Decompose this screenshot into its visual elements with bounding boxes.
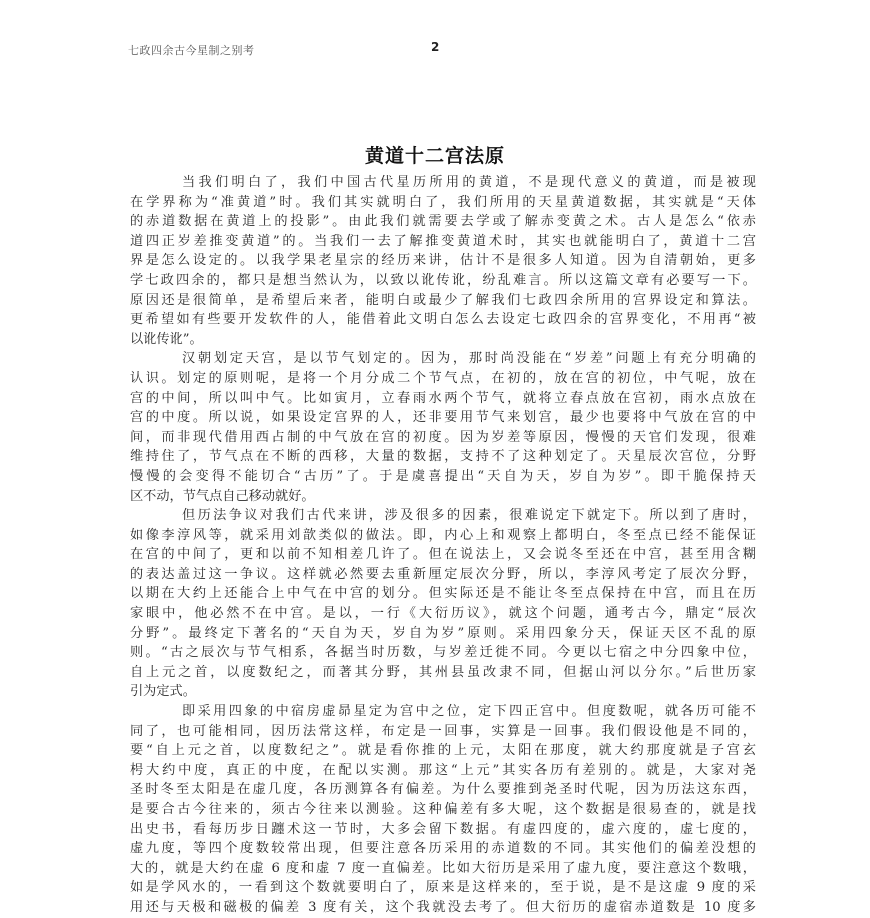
- text-line: 的表达盖过这一争议。这样就必然要去重新厘定辰次分野，所以，李淳风考定了辰次分野，: [130, 566, 756, 582]
- text-line: 间，而非现代借用西占制的中气放在宫的初度。因为岁差等原因，慢慢的天官们发现，很难: [130, 429, 756, 445]
- text-line: 引为定式。: [130, 684, 196, 700]
- text-line: 但历法争议对我们古代来讲，涉及很多的因素，很难说定下就定下。所以到了唐时，: [182, 508, 756, 524]
- text-line: 认识。划定的原则呢，是将一个月分成二个节气点，在初的，放在宫的初位，中气呢，放在: [130, 370, 756, 386]
- text-line: 在宫的中间了，更和以前不知相差几许了。但在说法上，又会说冬至还在中宫，甚至用含糊: [130, 547, 756, 563]
- text-line: 宫的中间，所以叫中气。比如寅月，立春雨水两个节气，就将立春点放在宫初，雨水点放在: [130, 390, 756, 406]
- text-line: 以讹传讹”。: [130, 331, 203, 347]
- running-header-title: 七政四余古今星制之别考: [128, 44, 255, 57]
- text-line: 要“自上元之首，以度数纪之”。就是看你推的上元，太阳在那度，就大约那度就是子宫玄: [130, 743, 756, 759]
- text-line: 虚九度，等四个度数较常出现，但要注意各历采用的赤道数的不同。其实他们的偏差没想的: [130, 841, 756, 857]
- text-line: 自上元之首，以度数纪之，而著其分野，其州县虽改隶不同，但据山河以分尔。”后世历家: [130, 664, 756, 680]
- text-line: 的赤道数据在黄道上的投影”。由此我们就需要去学或了解赤变黄之术。古人是怎么“依赤: [130, 214, 756, 230]
- body-text: [130, 173, 756, 918]
- text-line: 慢慢的会变得不能切合“古历”了。于是虞喜提出“天自为天，岁自为岁”。即干脆保持天: [130, 468, 756, 484]
- text-line: 宫的中度。所以说，如果设定宫界的人，还非要用节气来划宫，最少也要将中气放在宫的中: [130, 410, 756, 426]
- text-line: 如是学风水的，一看到这个数就要明白了，原来是这样来的，至于说，是不是这虚 9 度的采: [130, 880, 756, 896]
- text-line: 原因还是很简单，是希望后来者，能明白或最少了解我们七政四余所用的宫界设定和算法。: [130, 292, 756, 308]
- text-line: 大的，就是大约在虚 6 度和虚 7 度一直偏差。比如大衍历是采用了虚九度，要注意这个数哦，: [130, 860, 756, 876]
- text-line: 界是怎么设定的。以我学果老星宗的经历来讲，估计不是很多人知道。因为自清朝始，更多: [130, 253, 756, 269]
- text-line: 用还与天极和磁极的偏差 3 度有关，这个我就没去考了。但大衍历的虚宿赤道数是 10 度多: [130, 899, 756, 915]
- text-line: 道四正岁差推变黄道”的。当我们一去了解推变黄道术时，其实也就能明白了，黄道十二宫: [130, 233, 756, 249]
- text-line: 则。“古之辰次与节气相系，各据当时历数，与岁差迁徙不同。今更以七宿之中分四象中位，: [130, 645, 756, 661]
- text-line: 以期在大约上还能合上中气在中宫的划分。但实际还是不能让冬至点保持在中宫，而且在历: [130, 586, 756, 602]
- page-number: 2: [431, 40, 440, 54]
- text-line: 当我们明白了，我们中国古代星历所用的黄道，不是现代意义的黄道，而是被现: [182, 175, 756, 190]
- text-line: 即采用四象的中宿房虚昴星定为宫中之位，定下四正宫中。但度数呢，就各历可能不: [182, 704, 756, 720]
- text-line: 学七政四余的，都只是想当然认为，以致以讹传讹，纷乱难言。所以这篇文章有必要写一下。: [130, 272, 756, 288]
- text-line: 汉朝划定天宫，是以节气划定的。因为，那时尚没能在“岁差”问题上有充分明确的: [182, 351, 756, 367]
- section-title: 黄道十二宫法原: [364, 145, 505, 167]
- text-line: 更希望如有些要开发软件的人，能借着此文明白怎么去设定七政四余的宫界变化，不用再“被: [130, 312, 756, 328]
- text-line: 维持住了，节气点在不断的西移，大量的数据，支持不了这种划定了。天星辰次宫位，分野: [130, 449, 756, 465]
- text-line: 同了，也可能相同，因历法常这样，布定是一回事，实算是一回事。我们假设他是不同的，: [130, 723, 756, 739]
- text-line: 在学界称为“准黄道”时。我们其实就明白了，我们所用的天星黄道数据，其实就是“天体: [130, 194, 756, 210]
- text-line: 枵大约中度，真正的中度，在配以实测。那这“上元”其实各历有差别的。就是，大家对尧: [130, 762, 756, 778]
- text-line: 出史书，看每历步日躔术这一节时，大多会留下数据。有虚四度的，虚六度的，虚七度的，: [130, 821, 756, 837]
- text-line: 如像李淳风等，就采用刘歆类似的做法。即，内心上和观察上都明白，冬至点已经不能保证: [130, 527, 756, 543]
- text-line: 家眼中，他必然不在中宫。是以，一行《大衍历议》，就这个问题，通考古今，鼎定“辰次: [130, 606, 756, 622]
- text-line: 区不动，节气点自己移动就好。: [130, 488, 315, 504]
- text-line: 分野”。最终定下著名的“天自为天，岁自为岁”原则。采用四象分天，保证天区不乱的原: [130, 625, 756, 641]
- text-line: 是要合古今往来的，须古今往来以测验。这种偏差有多大呢，这个数据是很易查的，就是找: [130, 802, 756, 817]
- text-line: 圣时冬至太阳是在虚几度，各历测算各有偏差。为什么要推到尧圣时代呢，因为历法这东西，: [130, 782, 756, 798]
